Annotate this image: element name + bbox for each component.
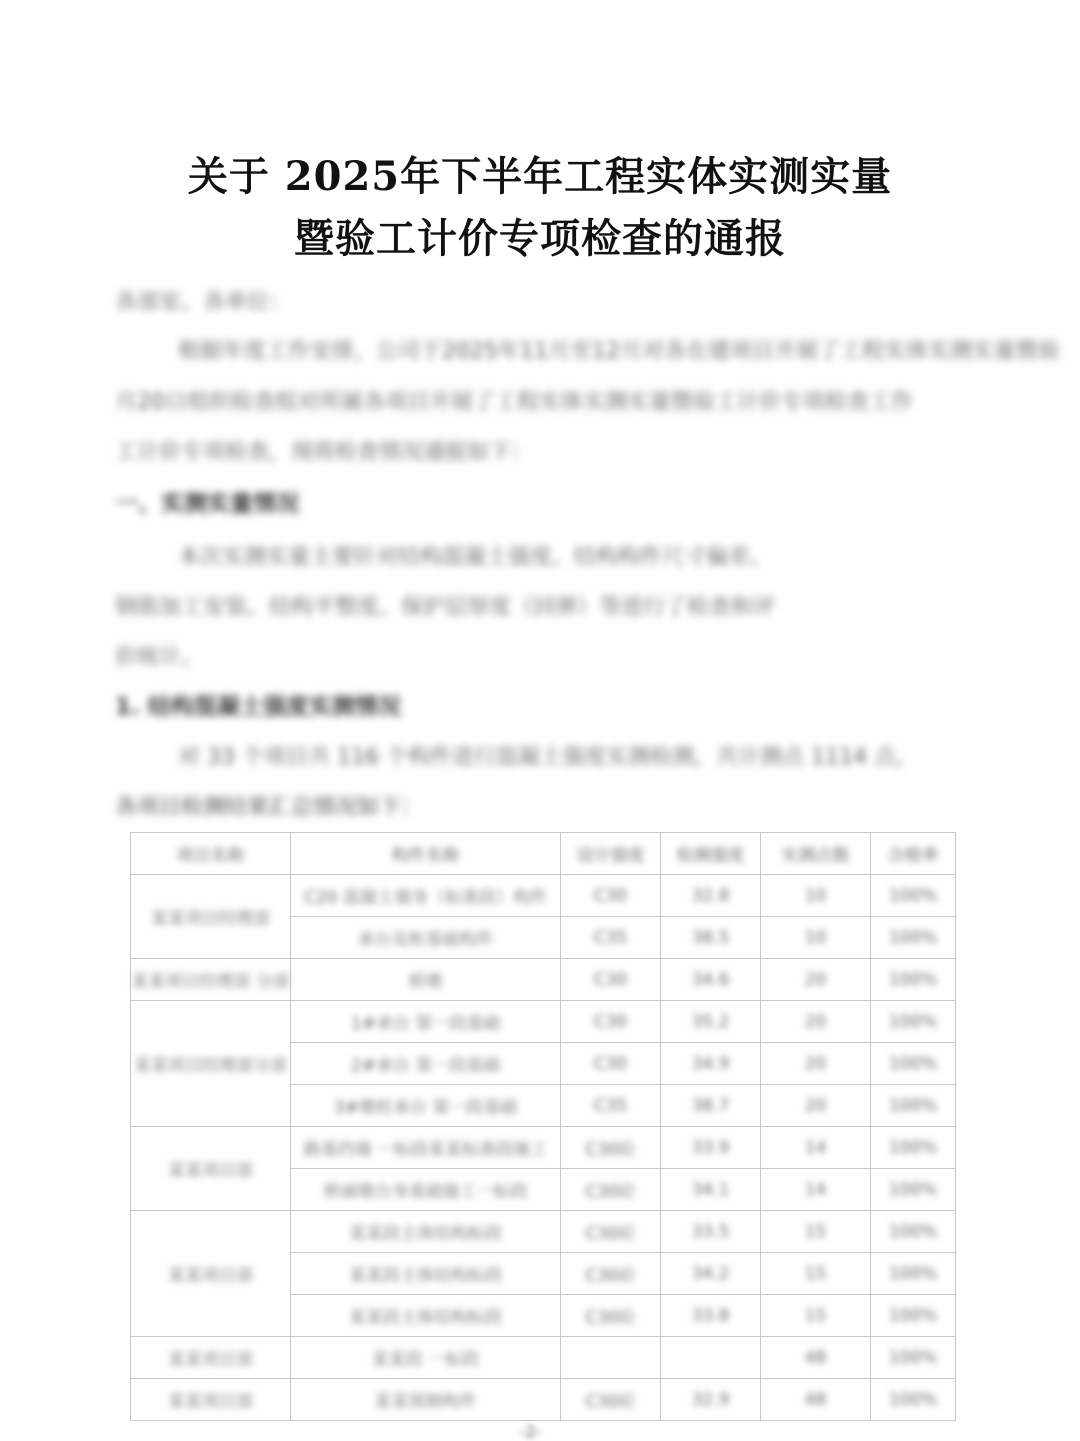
cell-tested-strength: 38.5: [661, 917, 761, 959]
cell-project-name: 某某项目经理部: [131, 875, 291, 959]
cell-tested-strength: [661, 1337, 761, 1379]
paragraph-2-line-2: 钢筋加工安装、结构平整度、保护层厚度（回弹）等进行了检查和评: [115, 595, 776, 620]
cell-design-strength: [561, 1337, 661, 1379]
header-test-points: 实测点数: [761, 833, 871, 875]
cell-design-strength: C35: [561, 917, 661, 959]
paragraph-2-line-3: 价统计。: [115, 645, 204, 670]
cell-design-strength: C30: [561, 875, 661, 917]
cell-design-strength: C30: [561, 959, 661, 1001]
table-row: [131, 875, 956, 917]
cell-tested-strength: 34.6: [661, 959, 761, 1001]
cell-tested-strength: 32.8: [661, 875, 761, 917]
cell-test-points: 48: [761, 1379, 871, 1421]
cell-design-strength: C30: [561, 1043, 661, 1085]
cell-tested-strength: 38.7: [661, 1085, 761, 1127]
cell-component: 某某段主体结构标段: [291, 1211, 561, 1253]
cell-component: 某某段主体结构标段: [291, 1253, 561, 1295]
table-row: [131, 1337, 956, 1379]
cell-project-name: 某某项目部: [131, 1379, 291, 1421]
cell-component: 1#承台 第一段基础: [291, 1001, 561, 1043]
cell-component: 3#墩柱承台 第一段基础: [291, 1085, 561, 1127]
paragraph-1-line-3: 工计价专项检查，现将检查情况通报如下：: [115, 440, 534, 465]
cell-project-name: 某某项目经理部 分部: [131, 959, 291, 1001]
cell-project-name: 某某项目部: [131, 1127, 291, 1211]
cell-test-points: 15: [761, 1211, 871, 1253]
cell-project-name: 某某项目经理部分部: [131, 1001, 291, 1127]
cell-test-points: 15: [761, 1253, 871, 1295]
cell-pass-rate: 100%: [871, 917, 956, 959]
cell-test-points: 10: [761, 917, 871, 959]
cell-tested-strength: 34.1: [661, 1169, 761, 1211]
cell-tested-strength: 33.5: [661, 1211, 761, 1253]
paragraph-1-line-2: 月20日组织检查组对所属各项目开展了工程实体实测实量暨验工计价专项检查工作: [115, 390, 913, 415]
cell-test-points: 20: [761, 1043, 871, 1085]
cell-pass-rate: 100%: [871, 1043, 956, 1085]
cell-pass-rate: 100%: [871, 1295, 956, 1337]
cell-pass-rate: 100%: [871, 1211, 956, 1253]
document-title-line2: 暨验工计价专项检查的通报: [294, 215, 786, 262]
cell-tested-strength: 34.2: [661, 1253, 761, 1295]
cell-tested-strength: 33.9: [661, 1127, 761, 1169]
cell-component: 某某段主体结构标段: [291, 1295, 561, 1337]
table-row: [131, 1001, 956, 1043]
table-row: [131, 1127, 956, 1169]
cell-pass-rate: 100%: [871, 959, 956, 1001]
header-component: 构件名称: [291, 833, 561, 875]
cell-component: C20 混凝土墙身（标准段）构件: [291, 875, 561, 917]
inspection-table: [130, 832, 955, 1417]
cell-pass-rate: 100%: [871, 1379, 956, 1421]
cell-tested-strength: 34.9: [661, 1043, 761, 1085]
header-pass-rate: 合格率: [871, 833, 956, 875]
cell-test-points: 14: [761, 1169, 871, 1211]
section-heading-2: 1. 结构混凝土强度实测情况: [115, 694, 401, 720]
cell-pass-rate: 100%: [871, 875, 956, 917]
cell-design-strength: C30砼: [561, 1379, 661, 1421]
cell-pass-rate: 100%: [871, 1001, 956, 1043]
header-design-strength: 设计强度: [561, 833, 661, 875]
cell-component: 路基挡墙 一标段某某标准段施工: [291, 1127, 561, 1169]
cell-component: 承台及桩基础构件: [291, 917, 561, 959]
cell-design-strength: C30砼: [561, 1169, 661, 1211]
paragraph-3-line-1: 对 33 个项目共 116 个构件进行混凝土强度实测检测，共计测点 1114 点，: [178, 745, 918, 770]
cell-component: 某某预制构件: [291, 1379, 561, 1421]
cell-pass-rate: 100%: [871, 1127, 956, 1169]
cell-component: 桥涵墩台身基础施工一标段: [291, 1169, 561, 1211]
cell-pass-rate: 100%: [871, 1169, 956, 1211]
table-row: [131, 959, 956, 1001]
cell-pass-rate: 100%: [871, 1085, 956, 1127]
salutation: 各部室、各单位：: [115, 290, 292, 315]
table-row: [131, 1211, 956, 1253]
cell-design-strength: C35: [561, 1085, 661, 1127]
cell-component: 2#承台 第一段基础: [291, 1043, 561, 1085]
cell-design-strength: C30砼: [561, 1211, 661, 1253]
cell-design-strength: C30砼: [561, 1253, 661, 1295]
table-row: [131, 1379, 956, 1421]
page-number: -2-: [520, 1422, 541, 1441]
cell-design-strength: C30砼: [561, 1295, 661, 1337]
cell-test-points: 20: [761, 1085, 871, 1127]
section-heading-1: 一、实测实量情况: [115, 491, 299, 517]
cell-tested-strength: 32.9: [661, 1379, 761, 1421]
cell-test-points: 20: [761, 1001, 871, 1043]
cell-tested-strength: 33.8: [661, 1295, 761, 1337]
cell-component: 桥墩: [291, 959, 561, 1001]
cell-test-points: 20: [761, 959, 871, 1001]
header-tested-strength: 检测强度: [661, 833, 761, 875]
table-header-row: [131, 833, 956, 875]
header-project: 项目名称: [131, 833, 291, 875]
cell-tested-strength: 35.2: [661, 1001, 761, 1043]
cell-test-points: 14: [761, 1127, 871, 1169]
cell-test-points: 48: [761, 1337, 871, 1379]
cell-project-name: 某某项目部: [131, 1211, 291, 1337]
document-title-line1: 关于 2025年下半年工程实体实测实量: [187, 153, 893, 200]
cell-design-strength: C30: [561, 1001, 661, 1043]
paragraph-1-line-1: 根据年度工作安排，公司于2025年11月至12月对各在建项目开展了工程实体实测实量暨验: [178, 339, 1060, 364]
paragraph-3-line-2: 各项目检测结果汇总情况如下：: [115, 795, 424, 820]
cell-pass-rate: 100%: [871, 1337, 956, 1379]
cell-design-strength: C30砼: [561, 1127, 661, 1169]
cell-project-name: 某某项目部: [131, 1337, 291, 1379]
cell-component: 某某段 一标段: [291, 1337, 561, 1379]
cell-test-points: 15: [761, 1295, 871, 1337]
cell-test-points: 10: [761, 875, 871, 917]
paragraph-2-line-1: 本次实测实量主要针对结构混凝土强度、结构构件尺寸偏差、: [178, 545, 773, 570]
cell-pass-rate: 100%: [871, 1253, 956, 1295]
